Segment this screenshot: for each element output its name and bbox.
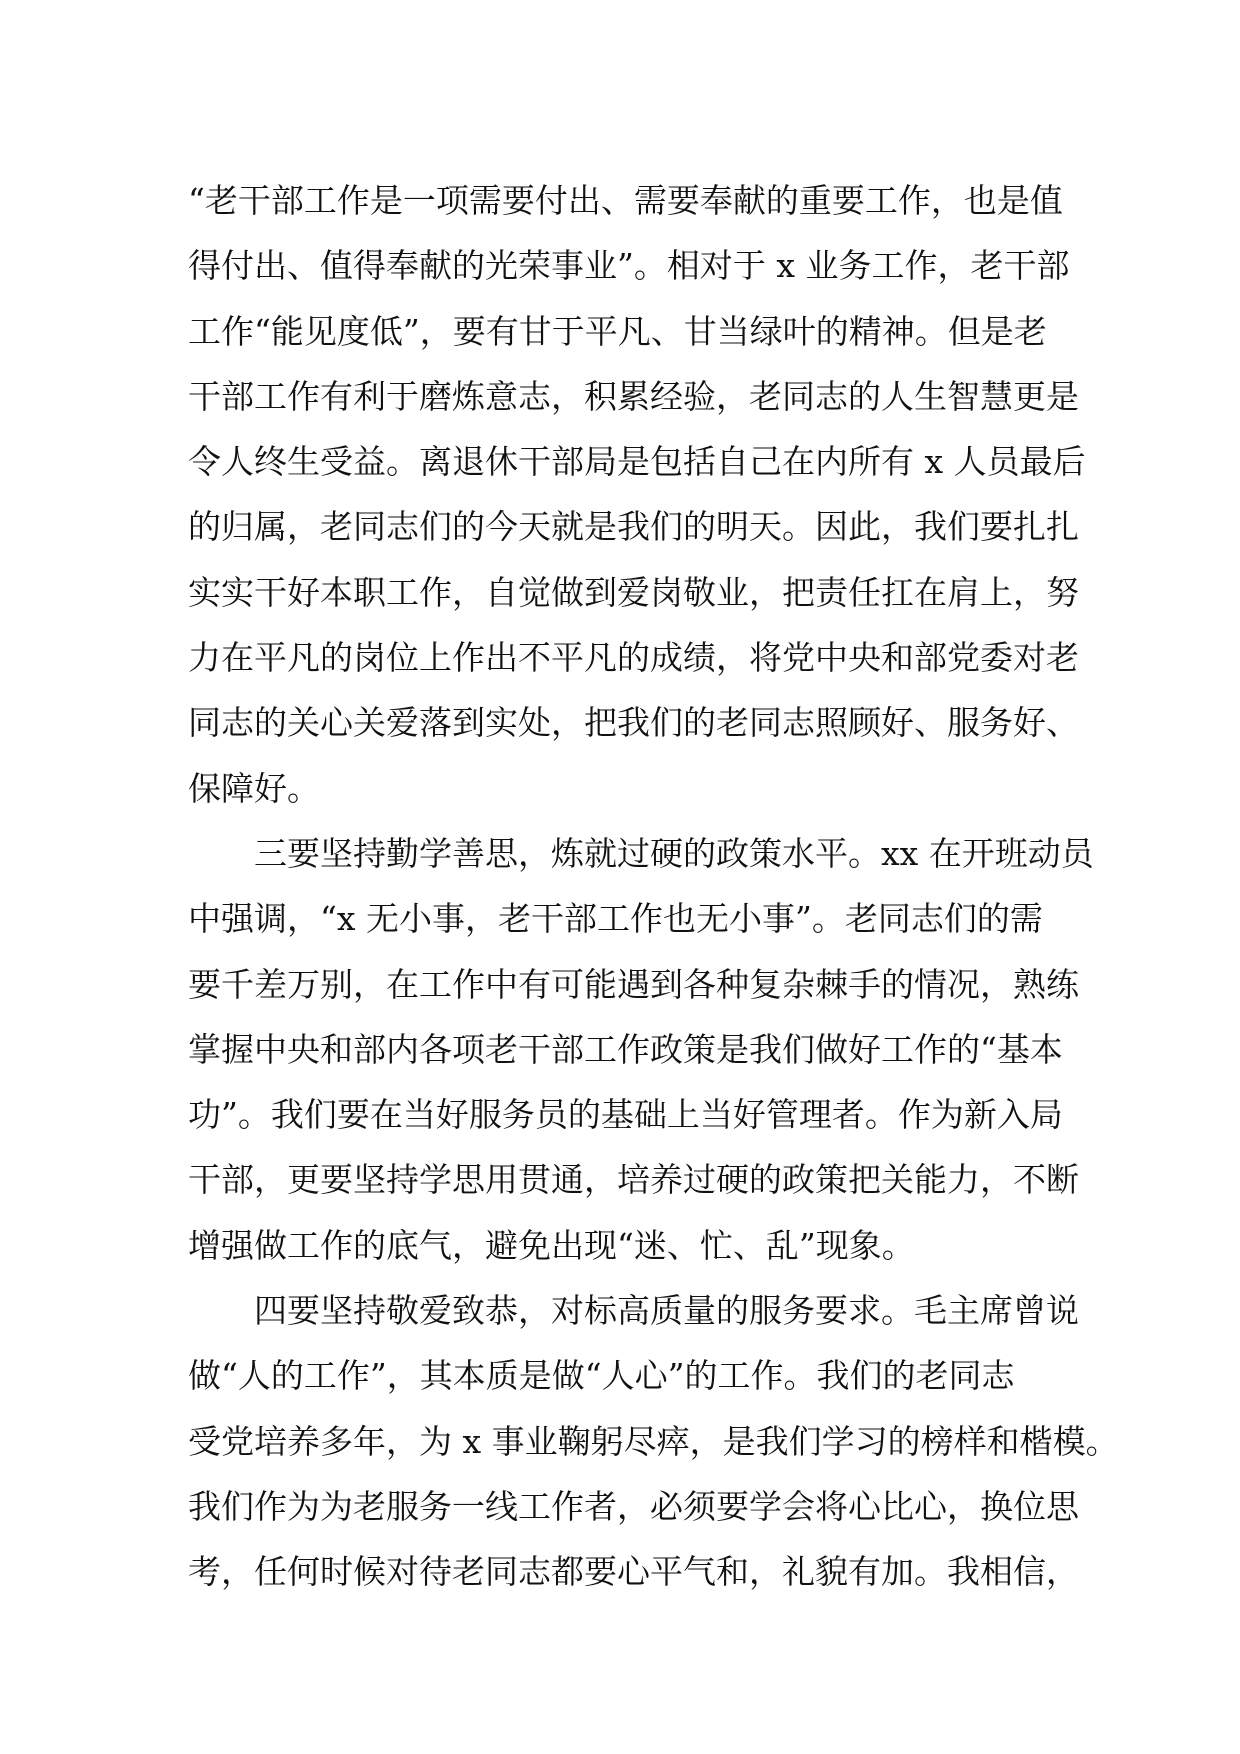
text-line: 干部，更要坚持学思用贯通，培养过硬的政策把关能力，不断 bbox=[188, 1160, 1079, 1200]
text-line: 增强做工作的底气，避免出现“迷、忙、乱”现象。 bbox=[188, 1225, 915, 1265]
text-line: 要千差万别，在工作中有可能遇到各种复杂棘手的情况，熟练 bbox=[188, 964, 1079, 1004]
text-line: 保障好。 bbox=[188, 768, 320, 808]
paragraph-start-line: 三要坚持勤学善思，炼就过硬的政策水平。xx 在开班动员 bbox=[254, 833, 1094, 873]
text-line: 同志的关心关爱落到实处，把我们的老同志照顾好、服务好、 bbox=[188, 703, 1079, 743]
text-line: 中强调，“x 无小事，老干部工作也无小事”。老同志们的需 bbox=[188, 899, 1043, 939]
document-body bbox=[188, 168, 1119, 1605]
text-line: 令人终生受益。离退休干部局是包括自己在内所有 x 人员最后 bbox=[188, 442, 1086, 482]
text-line: 力在平凡的岗位上作出不平凡的成绩，将党中央和部党委对老 bbox=[188, 638, 1079, 678]
text-line: 工作“能见度低”，要有甘于平凡、甘当绿叶的精神。但是老 bbox=[188, 311, 1047, 351]
text-line: 干部工作有利于磨炼意志，积累经验，老同志的人生智慧更是 bbox=[188, 376, 1079, 416]
text-line: 我们作为为老服务一线工作者，必须要学会将心比心，换位思 bbox=[188, 1486, 1079, 1526]
text-line: “老干部工作是一项需要付出、需要奉献的重要工作，也是值 bbox=[188, 181, 1063, 220]
text-line: 功”。我们要在当好服务员的基础上当好管理者。作为新入局 bbox=[188, 1095, 1063, 1135]
text-line: 实实干好本职工作，自觉做到爱岗敬业，把责任扛在肩上，努 bbox=[188, 572, 1079, 612]
text-line: 得付出、值得奉献的光荣事业”。相对于 x 业务工作，老干部 bbox=[188, 246, 1070, 286]
paragraph-start-line: 四要坚持敬爱致恭，对标高质量的服务要求。毛主席曾说 bbox=[254, 1291, 1079, 1331]
text-line: 考，任何时候对待老同志都要心平气和，礼貌有加。我相信， bbox=[188, 1552, 1079, 1592]
text-line: 受党培养多年，为 x 事业鞠躬尽瘁，是我们学习的榜样和楷模。 bbox=[188, 1421, 1119, 1461]
text-line: 掌握中央和部内各项老干部工作政策是我们做好工作的“基本 bbox=[188, 1029, 1063, 1069]
text-line: 的归属，老同志们的今天就是我们的明天。因此，我们要扎扎 bbox=[188, 507, 1079, 547]
text-line: 做“人的工作”，其本质是做“人心”的工作。我们的老同志 bbox=[188, 1356, 1015, 1396]
